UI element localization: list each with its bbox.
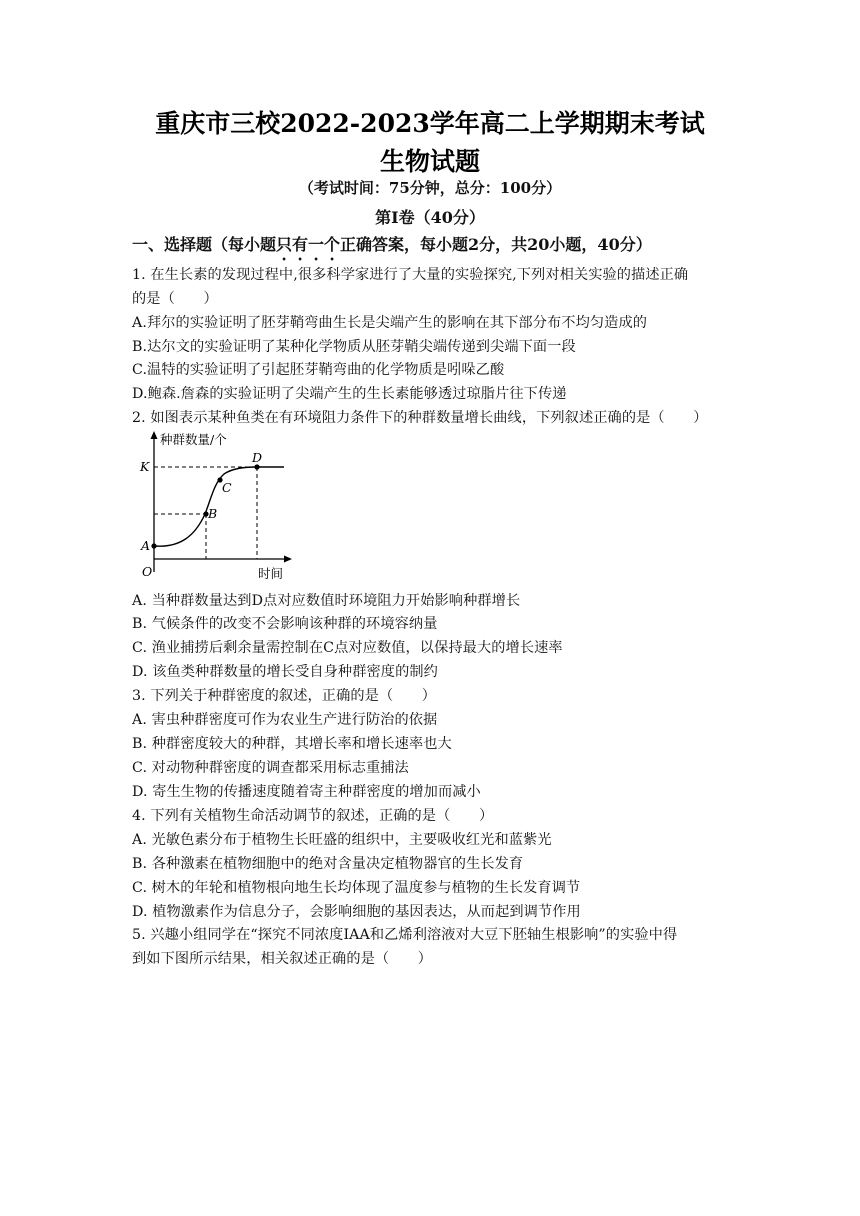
section-heading-end: 正确答案，每小题2分，共20小题，40分）: [340, 235, 652, 254]
origin-label: O: [142, 564, 153, 579]
q1-option-a: A.拜尔的实验证明了胚芽鞘弯曲生长是尖端产生的影响在其下部分布不均匀造成的: [132, 315, 648, 331]
q2-stem: 2. 如图表示某种鱼类在有环境阻力条件下的种群数量增长曲线，下列叙述正确的是（ ）: [132, 410, 708, 426]
q4-stem: 4. 下列有关植物生命活动调节的叙述，正确的是（ ）: [132, 808, 494, 824]
exam-subject: 生物试题: [379, 147, 480, 176]
part-heading: 第Ⅰ卷（40分）: [375, 208, 485, 227]
q5-stem-line2: 到如下图所示结果，相关叙述正确的是（ ）: [132, 951, 433, 967]
q3-option-b: B. 种群密度较大的种群，其增长率和增长速率也大: [132, 736, 452, 752]
section-heading-emphasis: 只有一个: [276, 235, 341, 254]
q2-option-a: A. 当种群数量达到D点对应数值时环境阻力开始影响种群增长: [132, 593, 521, 609]
y-axis-label: 种群数量/个: [160, 432, 227, 447]
population-growth-figure: [135, 430, 295, 582]
q3-stem: 3. 下列关于种群密度的叙述，正确的是（ ）: [132, 688, 437, 704]
q3-option-a: A. 害虫种群密度可作为农业生产进行防治的依据: [132, 712, 438, 728]
q2-option-b: B. 气候条件的改变不会影响该种群的环境容纳量: [132, 616, 438, 632]
q4-option-a: A. 光敏色素分布于植物生长旺盛的组织中，主要吸收红光和蓝紫光: [132, 832, 552, 848]
q5-stem-line1: 5. 兴趣小组同学在“探究不同浓度IAA和乙烯利溶液对大豆下胚轴生根影响”的实验中得: [132, 927, 678, 943]
q4-option-b: B. 各种激素在植物细胞中的绝对含量决定植物器官的生长发育: [132, 856, 524, 872]
exam-info: （考试时间：75分钟，总分：100分）: [298, 179, 562, 197]
q1-stem-line1: 1. 在生长素的发现过程中,很多科学家进行了大量的实验探究,下列对相关实验的描述正确: [132, 267, 689, 283]
q1-option-c: C.温特的实验证明了引起胚芽鞘弯曲的化学物质是吲哚乙酸: [132, 362, 505, 378]
q4-option-d: D. 植物激素作为信息分子，会影响细胞的基因表达，从而起到调节作用: [132, 904, 581, 920]
x-axis-label: 时间: [258, 566, 284, 581]
q4-option-c: C. 树木的年轮和植物根向地生长均体现了温度参与植物的生长发育调节: [132, 880, 581, 896]
point-d-label: D: [252, 450, 263, 465]
point-c-label: C: [222, 480, 232, 495]
section-heading-start: 一、选择题（每小题: [132, 235, 277, 254]
q2-option-d: D. 该鱼类种群数量的增长受自身种群密度的制约: [132, 664, 438, 680]
q2-option-c: C. 渔业捕捞后剩余量需控制在C点对应数值，以保持最大的增长速率: [132, 640, 563, 656]
k-label: K: [140, 459, 150, 474]
q1-option-b: B.达尔文的实验证明了某种化学物质从胚芽鞘尖端传递到尖端下面一段: [132, 339, 576, 355]
x-axis-arrow-icon: [284, 556, 292, 563]
q3-option-c: C. 对动物种群密度的调查都采用标志重捕法: [132, 760, 409, 776]
point-a-label: A: [141, 538, 151, 553]
point-b-label: B: [208, 506, 218, 521]
point-d-marker: [254, 464, 259, 469]
point-a-marker: [151, 543, 156, 548]
q3-option-d: D. 寄生生物的传播速度随着寄主种群密度的增加而减小: [132, 784, 481, 800]
q1-stem-line2: 的是（ ）: [132, 291, 218, 307]
q1-option-d: D.鲍森.詹森的实验证明了尖端产生的生长素能够透过琼脂片往下传递: [132, 386, 567, 402]
section-heading: [132, 232, 652, 264]
exam-title: 重庆市三校2022-2023学年高二上学期期末考试: [155, 109, 705, 138]
y-axis-arrow-icon: [151, 431, 158, 439]
